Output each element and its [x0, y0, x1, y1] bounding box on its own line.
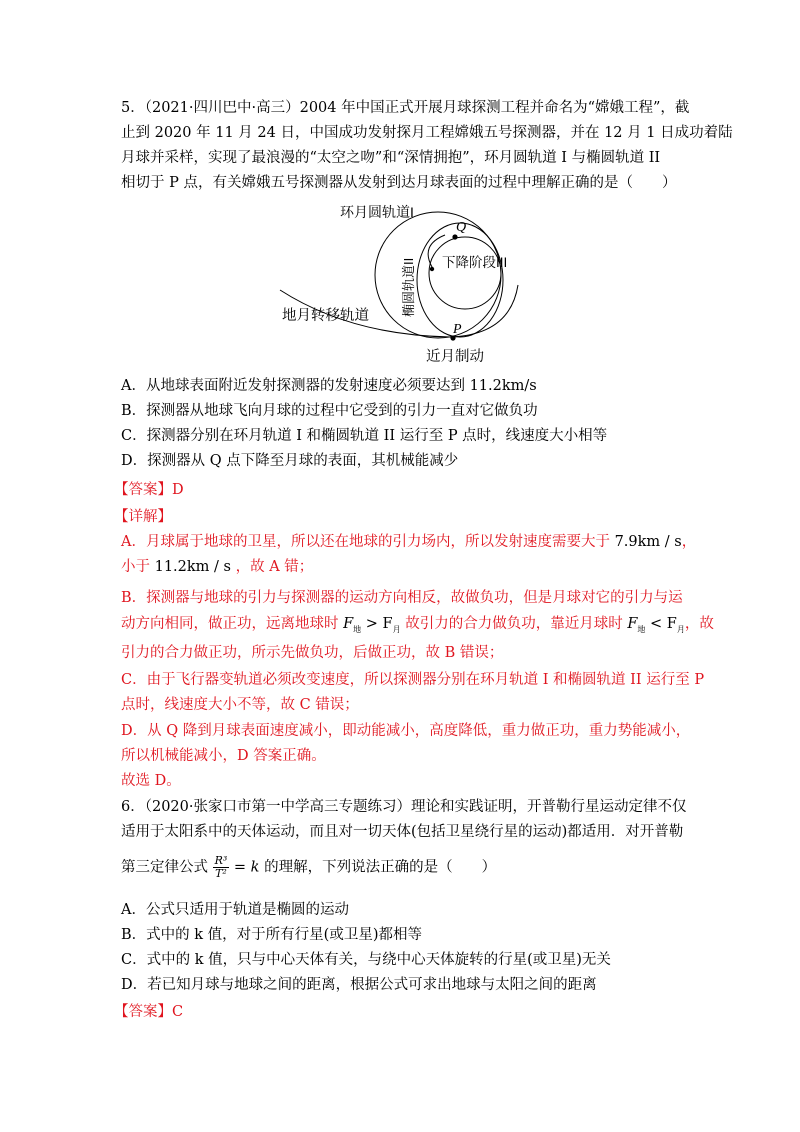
q6-stem-line-3: 第三定律公式 $\frac{\text{R³}}{\text{T²}}$ = k 的理解，下列说法正确的是（ ）	[121, 854, 497, 880]
q6-option-a: A．公式只适用于轨道是椭圆的运动	[121, 902, 349, 918]
q5-option-c: C．探测器分别在环月轨道 I 和椭圆轨道 II 运行至 P 点时，线速度大小相等	[121, 428, 608, 444]
landing-dot	[430, 267, 434, 271]
label-brake: 近月制动	[426, 349, 484, 365]
point-q-dot	[452, 234, 457, 239]
q5-detail-label: 【详解】	[114, 509, 172, 525]
q5-explanation-c-line-1: C．由于飞行器变轨道必须改变速度，所以探测器分别在环月轨道 I 和椭圆轨道 II 运行至 P	[121, 672, 705, 688]
q6-stem-line-1: 6．（2020·张家口市第一中学高三专题练习）理论和实践证明，开普勒行星运动定律不仅	[121, 799, 687, 815]
q5-explanation-a-line-2: 小于 11.2km / s ，故 A 错；	[121, 559, 314, 575]
q5-conclusion: 故选 D。	[121, 773, 181, 789]
label-point-p: P	[453, 322, 462, 337]
label-point-q: Q	[456, 220, 467, 235]
q5-stem-line-2: 止到 2020 年 11 月 24 日，中国成功发射探月工程嫦娥五号探测器，并在 12 月 1 日成功着陆	[121, 125, 733, 141]
label-orbit-2: 椭圆轨道II	[401, 257, 416, 317]
label-descent: 下降阶段III	[442, 255, 508, 270]
q5-explanation-b-line-3: 引力的合力做正功，所示先做负功，后做正功，故 B 错误；	[121, 645, 504, 661]
q6-option-c: C．式中的 k 值，只与中心天体有关，与绕中心天体旋转的行星(或卫星)无关	[121, 952, 611, 968]
q5-explanation-c-line-2: 点时，线速度大小不等，故 C 错误；	[121, 697, 359, 713]
q5-explanation-d-line-1: D．从 Q 降到月球表面速度减小，即动能减小，高度降低，重力做正功，重力势能减小，	[121, 723, 691, 739]
q5-explanation-a-line-1: A．月球属于地球的卫星，所以还在地球的引力场内，所以发射速度需要大于 7.9km / s，	[121, 534, 697, 550]
q5-explanation-b-line-2: 动方向相同，做正功，远离地球时 $F_地 > F_月$ 故引力的合力做负功，靠近月球时 $F_地 < F_月$，故	[121, 616, 714, 634]
q5-stem-line-3: 月球并采样，实现了最浪漫的“太空之吻”和“深情拥抱”，环月圆轨道 I 与椭圆轨道 II	[121, 150, 661, 166]
moon-circle	[429, 237, 501, 309]
label-orbit-1: 环月圆轨道I	[340, 204, 414, 220]
q6-option-b: B．式中的 k 值，对于所有行星(或卫星)都相等	[121, 927, 422, 943]
q5-explanation-d-line-2: 所以机械能减小，D 答案正确。	[121, 748, 326, 764]
q5-option-a: A．从地球表面附近发射探测器的发射速度必须要达到 11.2km/s	[121, 378, 537, 394]
q5-option-d: D．探测器从 Q 点下降至月球的表面，其机械能减少	[121, 453, 459, 469]
q5-stem-line-1: 5．（2021·四川巴中·高三）2004 年中国正式开展月球探测工程并命名为“嫦娥工程”，截	[121, 100, 690, 116]
kepler-formula-fraction: $\frac{\text{R³}}{\text{T²}}$	[214, 854, 228, 880]
q5-answer: 【答案】D	[114, 482, 184, 498]
q5-explanation-b-line-1: B．探测器与地球的引力与探测器的运动方向相反，故做负功，但是月球对它的引力与运	[121, 590, 683, 606]
q6-stem-line-2: 适用于太阳系中的天体运动，而且对一切天体(包括卫星绕行星的运动)都适用．对开普勒	[121, 824, 684, 840]
q6-answer: 【答案】C	[114, 1004, 184, 1020]
q6-option-d: D．若已知月球与地球之间的距离，根据公式可求出地球与太阳之间的距离	[121, 977, 597, 993]
orbit-diagram	[270, 195, 530, 370]
q5-stem-line-4: 相切于 P 点，有关嫦娥五号探测器从发射到达月球表面的过程中理解正确的是（ ）	[121, 175, 677, 191]
q5-option-b: B．探测器从地球飞向月球的过程中它受到的引力一直对它做负功	[121, 403, 538, 419]
label-transfer: 地月转移轨道	[282, 308, 369, 324]
